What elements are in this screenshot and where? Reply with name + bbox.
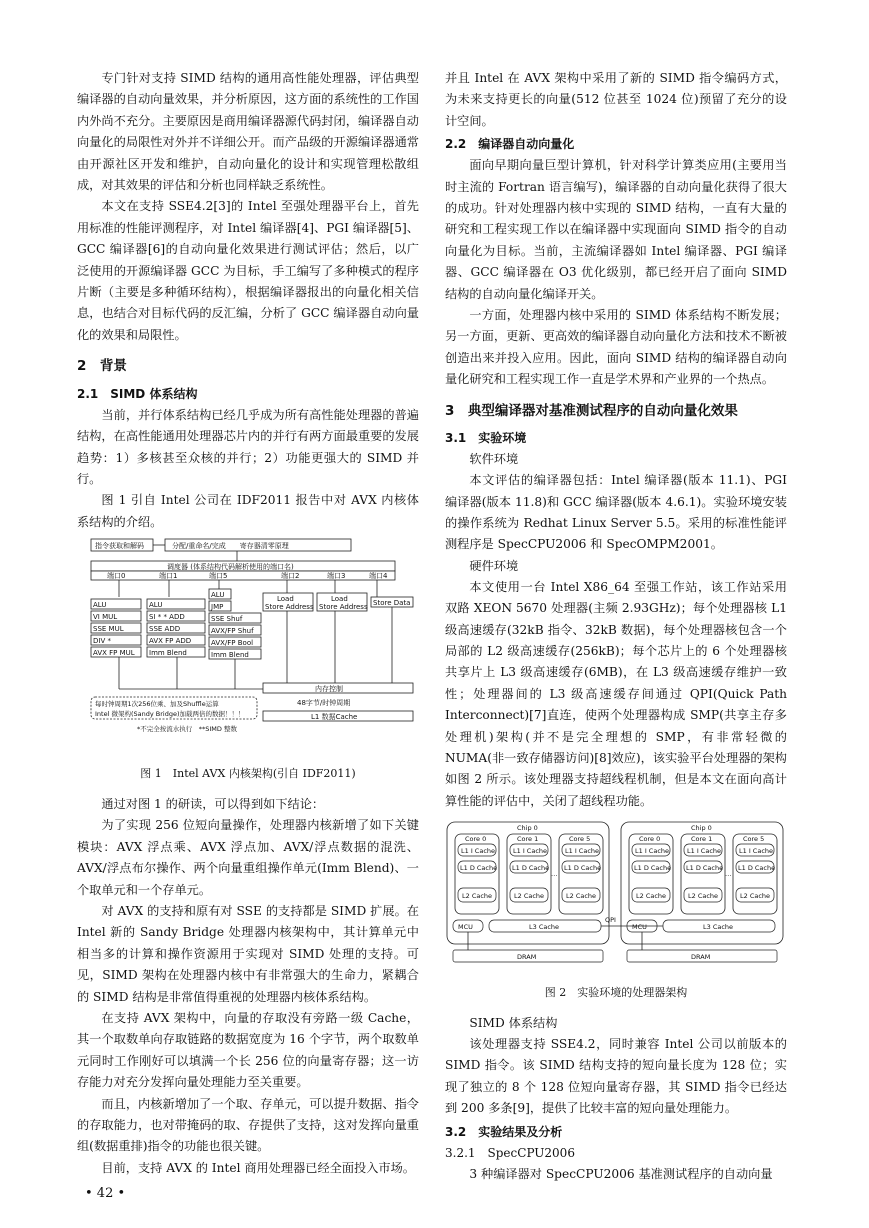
unit-label: ALU	[93, 601, 107, 610]
sub-heading: SIMD 体系结构	[469, 1016, 558, 1030]
paragraph: 3 种编译器对 SpecCPU2006 基准测试程序的自动向量	[469, 1166, 773, 1181]
unit-label: DIV *	[93, 637, 111, 646]
l1i-label: L1 I Cache	[461, 847, 496, 856]
unit-label: JMP	[211, 603, 224, 612]
section-heading: 3 典型编译器对基准测试程序的自动向量化效果	[445, 402, 738, 419]
unit-label: SI * * ADD	[149, 613, 185, 622]
unit-label: AVX/FP Bool	[211, 639, 254, 648]
rename-label: 分配/重命名/完成 寄存器清零原理	[172, 542, 289, 551]
l2-label: L2 Cache	[566, 892, 597, 901]
unit-label: AVX/FP Shuf	[211, 627, 254, 636]
paragraph: 并且 Intel 在 AVX 架构中采用了新的 SIMD 指令编码方式，为未来支持更长的向量(512 位甚至 1024 位)预留了充分的设计空间。	[445, 71, 787, 128]
core-label: Core 1	[691, 835, 713, 844]
unit-label: AVX FP ADD	[149, 637, 192, 646]
core-label: Core 1	[517, 835, 539, 844]
figure-2	[445, 816, 787, 1003]
right-column	[445, 68, 787, 1185]
sub-heading: 软件环境	[469, 452, 519, 467]
l1d-label: L1 D Cache	[460, 864, 498, 873]
processor-architecture-diagram	[445, 816, 787, 968]
figure-2-caption: 图 2 实验环境的处理器架构	[544, 985, 688, 999]
l2-label: L2 Cache	[462, 892, 493, 901]
subsubsection-heading: 3.2.1 SpecCPU2006	[445, 1145, 575, 1160]
port-1: 端口1	[159, 572, 178, 581]
figure-1	[77, 537, 419, 784]
unit-label: VI MUL	[93, 613, 118, 622]
avx-core-diagram	[77, 537, 419, 749]
core-label: Core 0	[639, 835, 661, 844]
l1d-label: L1 D Cache	[634, 864, 672, 873]
memory-control-label: 内存控制	[315, 685, 343, 694]
bandwidth-label: 48字节/时钟周期	[297, 699, 351, 708]
unit-label: AVX FP MUL	[93, 649, 135, 658]
port-4: 端口4	[369, 572, 388, 581]
subsection-heading: 3.1 实验环境	[445, 431, 527, 446]
unit-label: Load	[277, 595, 294, 604]
l1i-label: L1 I Cache	[565, 847, 600, 856]
note-line: 每时钟周期1次256位乘、加及Shuffle运算	[95, 700, 219, 709]
unit-label: Imm Blend	[149, 649, 187, 658]
ellipsis: …	[551, 870, 558, 879]
l1-cache-label: L1 数据Cache	[311, 713, 358, 722]
paragraph: 为了实现 256 位短向量操作，处理器内核新增了如下关键模块：AVX 浮点乘、AVX 浮点加、AVX/浮点数据的混洗、AVX/浮点布尔操作、两个向量重组操作单元(Imm Blend)、一个取单元和一个存单元。	[77, 818, 419, 897]
paragraph: 本文使用一台 Intel X86_64 至强工作站，该工作站采用双路 XEON 5670 处理器(主频 2.93GHz)；每个处理器核 L1 级高速缓存(32kB 指令、32kB 数据)，每个处理器核包含一个局部的 L2 级高速缓存(256kB)；每个芯片上的 6 个处理器核共享片上 L3 级高速缓存(6MB)，在 L3 级高速缓存维护一致性；处理器间的 L3 级高速缓存间通过 QPI(Quick Path Interconnect)[7]直连，使两个处理器构成 SMP(共享主存多处理机)架构(并不是完全理想的 SMP，有非常轻微的 NUMA(非一致存储器访问)[8]效应)，该实验平台处理器的架构如图 2 所示。该处理器支持超线程机制，但是本文在面向高计算性能的评估中，关闭了超线程功能。	[445, 579, 787, 808]
subsection-heading: 3.2 实验结果及分析	[445, 1124, 563, 1139]
unit-label: Load	[331, 595, 348, 604]
dram-label: DRAM	[691, 953, 711, 962]
paragraph: 通过对图 1 的研读，可以得到如下结论：	[101, 796, 325, 811]
core-label: Core 5	[743, 835, 765, 844]
paragraph: 当前，并行体系结构已经几乎成为所有高性能处理器的普遍结构，在高性能通用处理器芯片内的并行有两方面最重要的发展趋势：1）多核甚至众核的并行；2）功能更强大的 SIMD 并行。	[77, 407, 419, 486]
l1i-label: L1 I Cache	[687, 847, 722, 856]
paragraph: 本文在支持 SSE4.2[3]的 Intel 至强处理器平台上，首先用标准的性能评测程序，对 Intel 编译器[4]、PGI 编译器[5]、GCC 编译器[6]的自动向量化效果进行测试评估；然后，以广泛使用的开源编译器 GCC 为目标，手工编写了多种模式的程序片断（主要是多种循环结构），根据编译器报出的向量化相关信息，也结合对目标代码的反汇编，分析了 GCC 编译器自动向量化的效果和局限性。	[77, 199, 419, 342]
port-3: 端口3	[327, 572, 346, 581]
chip-label: Chip 0	[517, 824, 538, 833]
paragraph: 在支持 AVX 架构中，向量的存取没有旁路一级 Cache，其一个取数单向存取链路的数据宽度为 16 个字节，两个取数单元同时工作刚好可以填满一个长 256 位的向量寄存器；这一访存能力对充分发挥向量处理能力至关重要。	[77, 1011, 419, 1090]
paragraph: 图 1 引自 Intel 公司在 IDF2011 报告中对 AVX 内核体系结构的介绍。	[77, 493, 419, 529]
paragraph: 专门针对支持 SIMD 结构的通用高性能处理器，评估典型编译器的自动向量效果，并分析原因，这方面的系统性的工作国内外尚不充分。主要原因是商用编译器源代码封闭，编译器自动向量化的局限性对外并不详细公开。而产品级的开源编译器通常由开源社区开发和维护，自动向量化的设计和实现管理松散组成，对其效果的评估和分析也同样缺乏系统性。	[77, 71, 419, 193]
paragraph: 对 AVX 的支持和原有对 SSE 的支持都是 SIMD 扩展。在 Intel 新的 Sandy Bridge 处理器内核架构中，其计算单元中相当多的计算和操作资源用于实现对 SIMD 处理的支持。可见，SIMD 架构在处理器内核中有非常强大的生命力，紧耦合的 SIMD 结构是非常值得重视的处理器内核体系结构。	[77, 903, 419, 1004]
paragraph: 一方面，处理器内核中采用的 SIMD 体系结构不断发展；另一方面，更新、更高效的编译器自动向量化方法和技术不断被创造出来并投入应用。因此，面向 SIMD 结构的编译器自动向量化研究和工程实现工作一直是学术界和产业界的一个热点。	[445, 308, 787, 387]
mcu-label: MCU	[632, 923, 647, 932]
chip-label: Chip 0	[691, 824, 712, 833]
unit-label: Store Data	[373, 599, 411, 608]
l1i-label: L1 I Cache	[635, 847, 670, 856]
subsection-heading: 2.1 SIMD 体系结构	[77, 386, 198, 401]
unit-label: SSE MUL	[93, 625, 124, 634]
port-2: 端口2	[281, 572, 300, 581]
l2-label: L2 Cache	[688, 892, 719, 901]
l2-label: L2 Cache	[740, 892, 771, 901]
core-label: Core 0	[465, 835, 487, 844]
port-5: 端口5	[209, 572, 228, 581]
unit-label: Store Address	[319, 603, 368, 612]
fetch-decode-label: 指令获取和解码	[95, 542, 144, 551]
core-label: Core 5	[569, 835, 591, 844]
scheduler-label: 调度器 (体系结构代码解析使用的端口名)	[167, 563, 294, 572]
l1d-label: L1 D Cache	[686, 864, 724, 873]
ellipsis: …	[725, 870, 732, 879]
qpi-label: QPI	[605, 916, 616, 925]
l1d-label: L1 D Cache	[564, 864, 602, 873]
paragraph: 而且，内核新增加了一个取、存单元，可以提升数据、指令的存取能力，也对带掩码的取、存提供了支持，这对发挥向量重组(数据重排)指令的功能也很关键。	[77, 1096, 419, 1154]
dram-label: DRAM	[517, 953, 537, 962]
unit-label: SSE ADD	[149, 625, 181, 634]
figure-1-caption: 图 1 Intel AVX 内核架构(引自 IDF2011)	[140, 766, 356, 780]
paragraph: 目前，支持 AVX 的 Intel 商用处理器已经全面投入市场。	[101, 1160, 415, 1175]
unit-label: SSE Shuf	[211, 615, 243, 624]
l1d-label: L1 D Cache	[738, 864, 776, 873]
paragraph: 该处理器支持 SSE4.2，同时兼容 Intel 公司以前版本的 SIMD 指令。该 SIMD 结构支持的短向量长度为 128 位；实现了独立的 8 个 128 位短向量寄存器，其 SIMD 指令已经达到 200 多条[9]，提供了比较丰富的短向量处理能力。	[445, 1037, 787, 1116]
section-heading: 2 背景	[77, 358, 127, 375]
l3-label: L3 Cache	[703, 923, 734, 932]
l2-label: L2 Cache	[636, 892, 667, 901]
unit-label: Imm Blend	[211, 651, 249, 660]
footnote: *不完全按流水执行 **SIMD 整数	[137, 725, 237, 734]
sub-heading: 硬件环境	[469, 558, 519, 573]
page-number: • 42 •	[85, 1186, 126, 1201]
note-line: Intel 微架构(Sandy Bridge)加载两倍的数据！！！	[95, 710, 245, 719]
unit-label: ALU	[211, 591, 225, 600]
l3-label: L3 Cache	[529, 923, 560, 932]
paragraph: 本文评估的编译器包括：Intel 编译器(版本 11.1)、PGI 编译器(版本 11.8)和 GCC 编译器(版本 4.6.1)。实验环境安装的操作系统为 Redhat Linux Server 5.5。采用的标准性能评测程序是 SpecCPU2006 和 SpecOMPM2001。	[445, 473, 787, 552]
paragraph: 面向早期向量巨型计算机，针对科学计算类应用(主要用当时主流的 Fortran 语言编写)，编译器的自动向量化获得了很大的成功。针对处理器内核中实现的 SIMD 结构，一直有大量的研究和工程实现工作以在编译器中实现面向 SIMD 指令的自动向量化为目标。当前，主流编译器如 Intel 编译器、PGI 编译器、GCC 编译器在 O3 优化级别，都已经开启了面向 SIMD 结构的自动向量化编译开关。	[445, 158, 787, 301]
l1i-label: L1 I Cache	[513, 847, 548, 856]
port-0: 端口0	[107, 572, 126, 581]
l1i-label: L1 I Cache	[739, 847, 774, 856]
unit-label: ALU	[149, 601, 163, 610]
unit-label: Store Address	[265, 603, 314, 612]
l1d-label: L1 D Cache	[512, 864, 550, 873]
mcu-label: MCU	[458, 923, 473, 932]
left-column	[77, 68, 419, 1179]
subsection-heading: 2.2 编译器自动向量化	[445, 137, 575, 152]
l2-label: L2 Cache	[514, 892, 545, 901]
